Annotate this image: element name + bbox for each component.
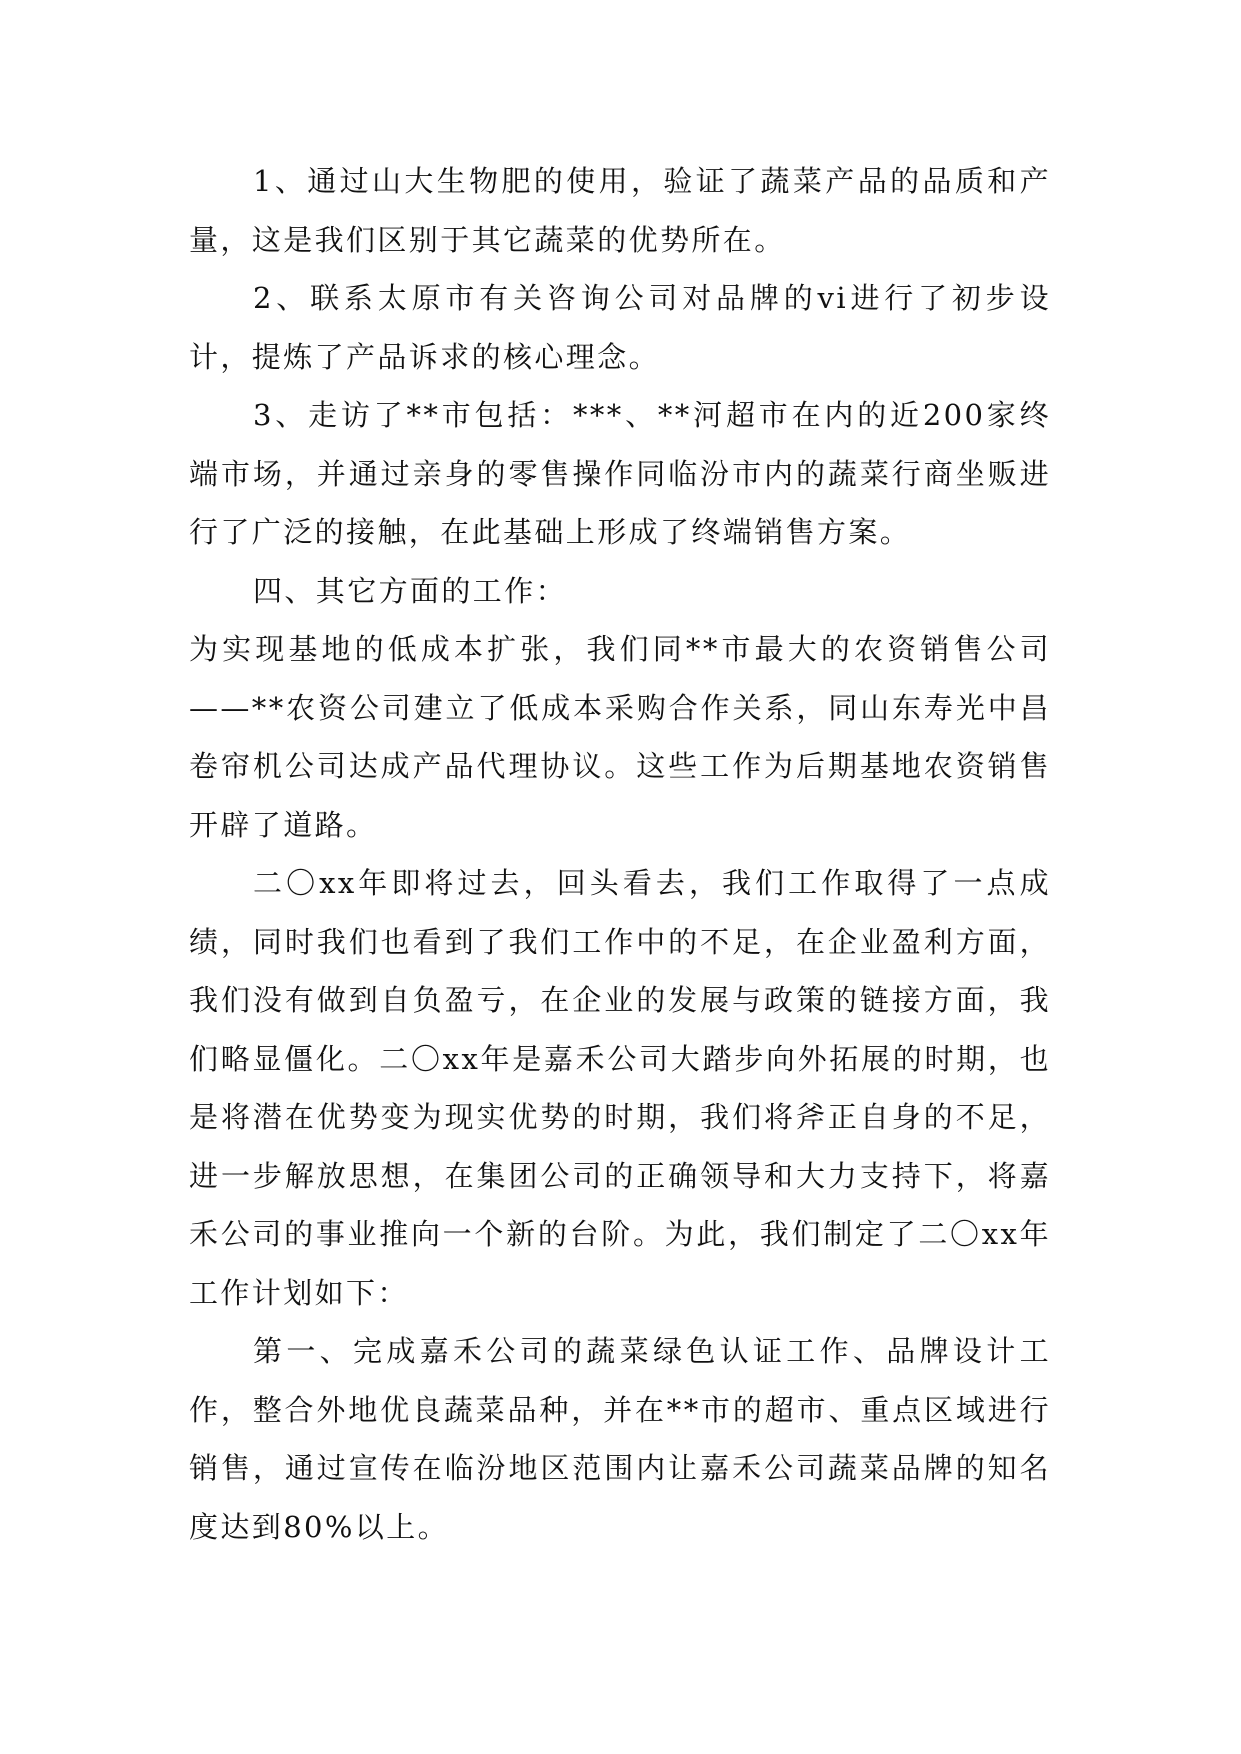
paragraph-achievement-3: 3、走访了**市包括：***、**河超市在内的近200家终端市场，并通过亲身的零售操作同临汾市内的蔬菜行商坐贩进行了广泛的接触，在此基础上形成了终端销售方案。 (189, 398, 1051, 549)
paragraph-achievement-1: 1、通过山大生物肥的使用，验证了蔬菜产品的品质和产量，这是我们区别于其它蔬菜的优势所在。 (189, 164, 1051, 257)
paragraph-plan-item-1: 第一、完成嘉禾公司的蔬菜绿色认证工作、品牌设计工作，整合外地优良蔬菜品种，并在**市的超市、重点区域进行销售，通过宣传在临汾地区范围内让嘉禾公司蔬菜品牌的知名度达到80%以上。 (189, 1334, 1051, 1544)
section-heading-other-work: 四、其它方面的工作： (253, 573, 568, 608)
document-body (189, 152, 1051, 1556)
paragraph-achievement-2: 2、联系太原市有关咨询公司对品牌的vi进行了初步设计，提炼了产品诉求的核心理念。 (189, 281, 1051, 374)
paragraph-other-work: 为实现基地的低成本扩张，我们同**市最大的农资销售公司——**农资公司建立了低成本采购合作关系，同山东寿光中昌卷帘机公司达成产品代理协议。这些工作为后期基地农资销售开辟了道路。 (189, 632, 1051, 842)
paragraph-summary-and-plan: 二〇xx年即将过去，回头看去，我们工作取得了一点成绩，同时我们也看到了我们工作中的不足，在企业盈利方面，我们没有做到自负盈亏，在企业的发展与政策的链接方面，我们略显僵化。二〇xx年是嘉禾公司大踏步向外拓展的时期，也是将潜在优势变为现实优势的时期，我们将斧正自身的不足，进一步解放思想，在集团公司的正确领导和大力支持下，将嘉禾公司的事业推向一个新的台阶。为此，我们制定了二〇xx年工作计划如下： (189, 866, 1051, 1310)
